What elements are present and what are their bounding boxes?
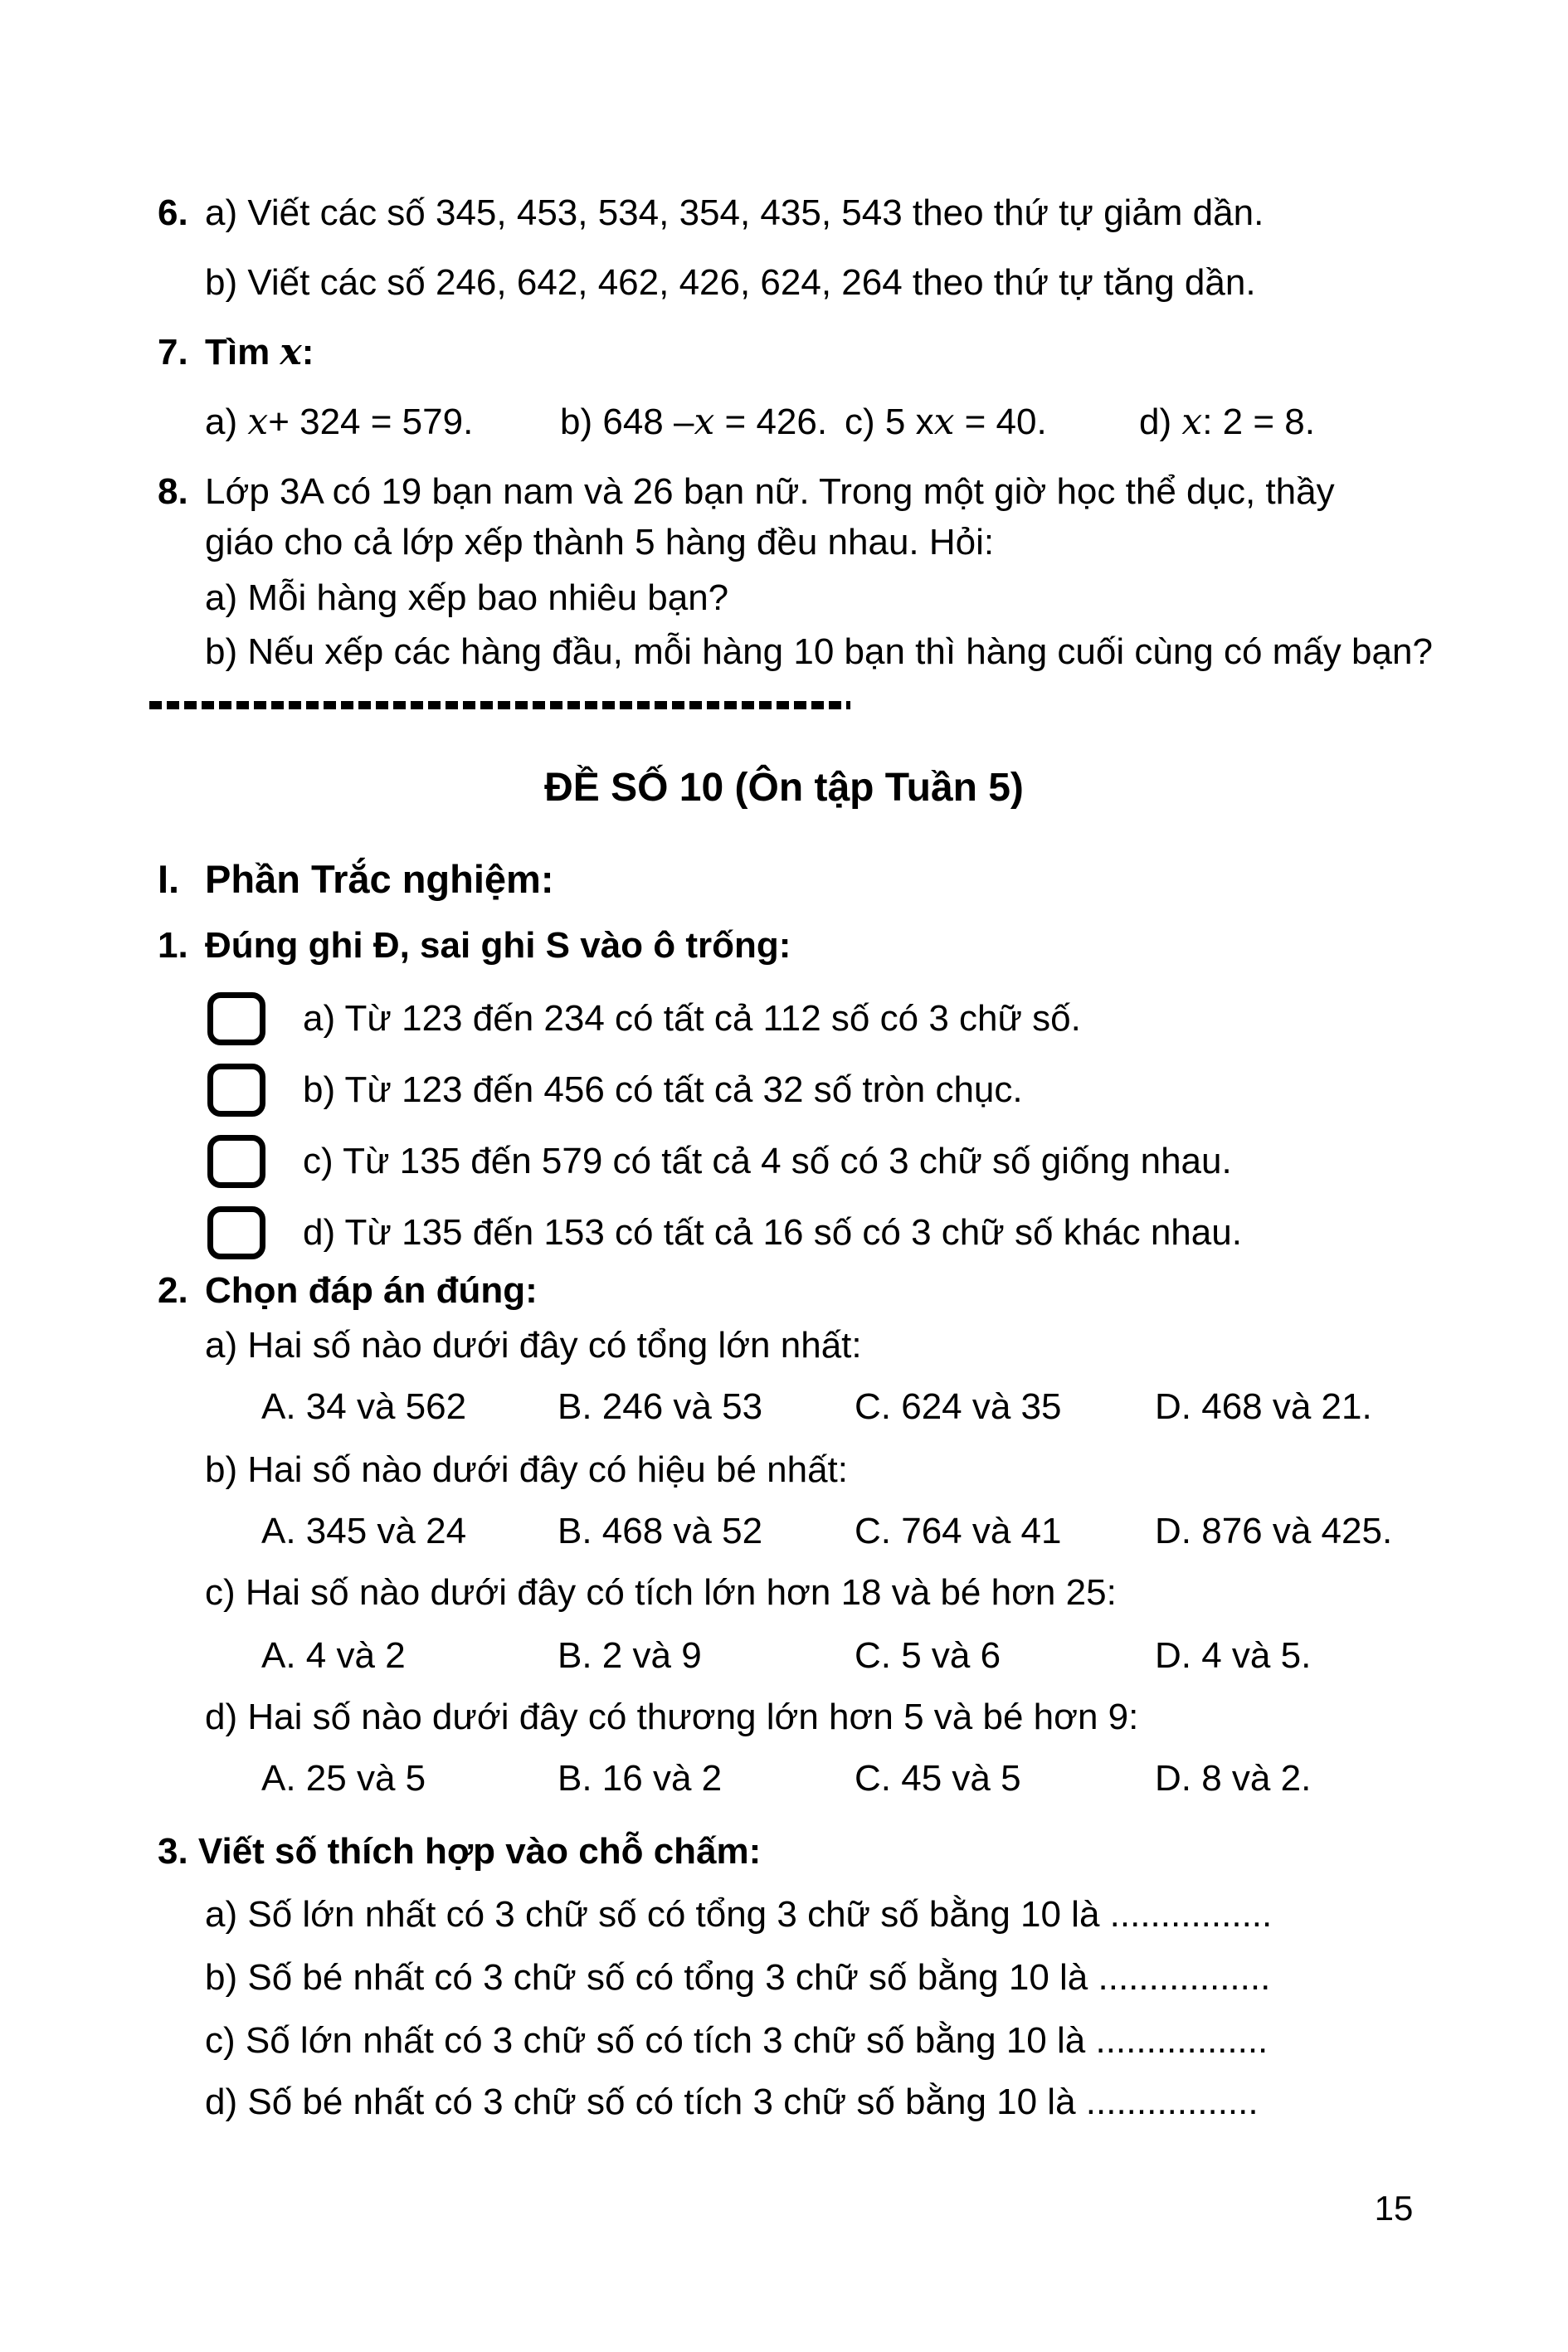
question-8-line-4-text: b) Nếu xếp các hàng đầu, mỗi hàng 10 bạn thì hàng cuối cùng có mấy bạn?: [205, 631, 1433, 672]
question-2d-prompt-text: d) Hai số nào dưới đây có thương lớn hơn 5 và bé hơn 9:: [205, 1697, 1139, 1737]
option-a[interactable]: A. 4 và 2: [261, 1635, 406, 1676]
option-a[interactable]: A. 25 và 5: [261, 1758, 426, 1799]
section-title: ĐỀ SỐ 10 (Ôn tập Tuần 5): [544, 766, 1024, 810]
question-2b-prompt-text: b) Hai số nào dưới đây có hiệu bé nhất:: [205, 1449, 849, 1490]
equation-b-pre: b) 648 –: [560, 402, 694, 442]
variable-x: x: [694, 401, 715, 443]
part-1-number: I.: [158, 857, 180, 901]
equation-a-pre: a): [205, 402, 248, 442]
question-2a-prompt-text: a) Hai số nào dưới đây có tổng lớn nhất:: [205, 1325, 862, 1366]
question-3-heading-text: 3. Viết số thích hợp vào chỗ chấm:: [158, 1831, 762, 1872]
option-b[interactable]: B. 468 và 52: [558, 1511, 763, 1551]
question-6-number: 6.: [158, 192, 188, 233]
option-d[interactable]: D. 876 và 425.: [1155, 1511, 1393, 1551]
question-1-item-b-text: b) Từ 123 đến 456 có tất cả 32 số tròn chục.: [303, 1069, 1023, 1110]
equation-b-post: = 426.: [714, 402, 828, 442]
question-1-item-a-text: a) Từ 123 đến 234 có tất cả 112 số có 3 chữ số.: [303, 998, 1081, 1039]
question-3-item-c-text: c) Số lớn nhất có 3 chữ số có tích 3 chữ số bằng 10 là .................: [205, 2020, 1269, 2061]
answer-checkbox-c[interactable]: [207, 1135, 265, 1188]
equation-b: [560, 387, 827, 457]
option-d[interactable]: D. 4 và 5.: [1155, 1635, 1312, 1676]
answer-checkbox-a[interactable]: [207, 992, 265, 1045]
question-8-line-3-text: a) Mỗi hàng xếp bao nhiêu bạn?: [205, 577, 729, 618]
question-7-title-text: [205, 318, 314, 387]
variable-x: x: [247, 401, 269, 443]
option-c[interactable]: C. 764 và 41: [855, 1511, 1062, 1551]
question-7-number: 7.: [158, 332, 188, 373]
option-c[interactable]: C. 624 và 35: [855, 1386, 1062, 1427]
option-b[interactable]: B. 16 và 2: [558, 1758, 723, 1799]
variable-x: x: [280, 331, 302, 373]
question-1-item-d-text: d) Từ 135 đến 153 có tất cả 16 số có 3 chữ số khác nhau.: [303, 1212, 1242, 1253]
option-d[interactable]: D. 8 và 2.: [1155, 1758, 1312, 1799]
question-7-title-pre: Tìm: [205, 332, 280, 373]
question-2c-prompt-text: c) Hai số nào dưới đây có tích lớn hơn 18 và bé hơn 25:: [205, 1572, 1117, 1613]
answer-checkbox-d[interactable]: [207, 1206, 265, 1259]
question-3-item-b-text: b) Số bé nhất có 3 chữ số có tổng 3 chữ số bằng 10 là .................: [205, 1957, 1271, 1998]
variable-x: x: [1181, 401, 1203, 443]
variable-x: x: [933, 401, 955, 443]
part-1-title: Phần Trắc nghiệm:: [205, 857, 554, 901]
question-8-line-1-text: Lớp 3A có 19 bạn nam và 26 bạn nữ. Trong một giờ học thể dục, thầy: [205, 471, 1335, 512]
answer-checkbox-b[interactable]: [207, 1064, 265, 1117]
equation-d-post: : 2 = 8.: [1202, 402, 1315, 442]
question-1-item-c-text: c) Từ 135 đến 579 có tất cả 4 số có 3 chữ số giống nhau.: [303, 1141, 1232, 1181]
option-c[interactable]: C. 5 và 6: [855, 1635, 1001, 1676]
option-a[interactable]: A. 34 và 562: [261, 1386, 467, 1427]
option-a[interactable]: A. 345 và 24: [261, 1511, 467, 1551]
equation-d: [1139, 387, 1315, 457]
page-number: 15: [1374, 2189, 1414, 2228]
equation-a-post: + 324 = 579.: [268, 402, 474, 442]
question-8-line-2-text: giáo cho cả lớp xếp thành 5 hàng đều nhau. Hỏi:: [205, 522, 995, 562]
question-1-title: Đúng ghi Đ, sai ghi S vào ô trống:: [205, 925, 791, 966]
equation-a: [205, 387, 473, 457]
option-b[interactable]: B. 246 và 53: [558, 1386, 763, 1427]
option-b[interactable]: B. 2 và 9: [558, 1635, 702, 1676]
question-3-item-d-text: d) Số bé nhất có 3 chữ số có tích 3 chữ số bằng 10 là .................: [205, 2082, 1259, 2122]
question-1-number: 1.: [158, 925, 188, 966]
equation-c-post: = 40.: [954, 402, 1047, 442]
equation-d-pre: d): [1139, 402, 1182, 442]
question-2-title: Chọn đáp án đúng:: [205, 1270, 538, 1311]
question-8-number: 8.: [158, 471, 188, 512]
option-d[interactable]: D. 468 và 21.: [1155, 1386, 1372, 1427]
question-6-line-b-text: b) Viết các số 246, 642, 462, 426, 624, 264 theo thứ tự tăng dần.: [205, 262, 1256, 303]
question-6-line-a-text: a) Viết các số 345, 453, 534, 354, 435, 543 theo thứ tự giảm dần.: [205, 192, 1264, 233]
equation-c: [845, 387, 1047, 457]
dashed-divider: [149, 701, 850, 709]
question-7-title-post: :: [301, 332, 314, 373]
question-2-number: 2.: [158, 1270, 188, 1311]
question-3-item-a-text: a) Số lớn nhất có 3 chữ số có tổng 3 chữ số bằng 10 là ................: [205, 1894, 1273, 1935]
option-c[interactable]: C. 45 và 5: [855, 1758, 1021, 1799]
equation-c-pre: c) 5 x: [845, 402, 934, 442]
